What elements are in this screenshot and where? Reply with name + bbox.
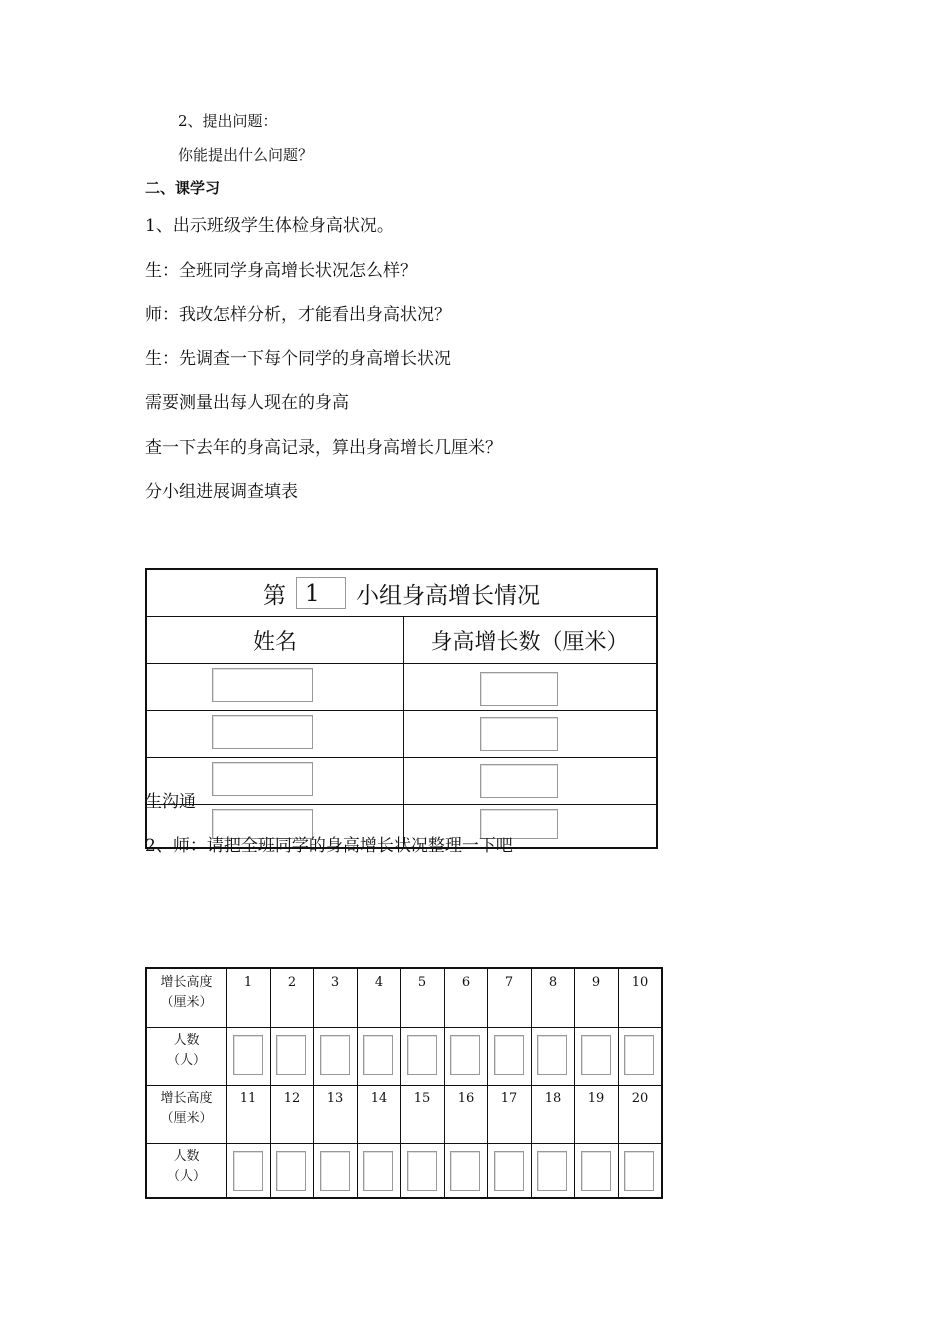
growth-input[interactable] xyxy=(480,717,558,751)
height-value: 9 xyxy=(591,975,601,990)
height-value: 11 xyxy=(239,1091,257,1106)
count-input[interactable] xyxy=(320,1035,350,1075)
count-label-1: 人数 （人） xyxy=(166,1033,206,1068)
count-input[interactable] xyxy=(537,1151,567,1191)
height-value: 7 xyxy=(504,975,514,990)
height-value: 5 xyxy=(417,975,427,990)
growth-input[interactable] xyxy=(480,672,558,706)
height-value: 16 xyxy=(457,1091,475,1106)
height-value: 2 xyxy=(287,975,297,990)
height-value: 12 xyxy=(283,1091,301,1106)
name-input[interactable] xyxy=(212,715,313,749)
height-value: 17 xyxy=(500,1091,518,1106)
height-value: 14 xyxy=(370,1091,388,1106)
height-value: 3 xyxy=(330,975,340,990)
name-input[interactable] xyxy=(212,668,313,702)
count-input[interactable] xyxy=(407,1035,437,1075)
count-input[interactable] xyxy=(363,1151,393,1191)
height-label-2: 增长高度 （厘米） xyxy=(160,1091,213,1126)
height-value: 20 xyxy=(631,1091,649,1106)
count-input[interactable] xyxy=(537,1035,567,1075)
name-input[interactable] xyxy=(212,762,313,796)
count-input[interactable] xyxy=(363,1035,393,1075)
paragraph-1: 1、出示班级学生体检身高状况。 xyxy=(145,216,394,236)
paragraph-7: 分小组进展调查填表 xyxy=(145,482,298,502)
count-input[interactable] xyxy=(407,1151,437,1191)
group-table-title xyxy=(147,570,656,617)
count-input[interactable] xyxy=(494,1035,524,1075)
question-prompt: 你能提出什么问题？ xyxy=(178,146,314,164)
height-value: 13 xyxy=(326,1091,344,1106)
height-value: 18 xyxy=(544,1091,562,1106)
count-input[interactable] xyxy=(450,1151,480,1191)
height-value: 15 xyxy=(413,1091,431,1106)
paragraph-4: 生：先调查一下每个同学的身高增长状况 xyxy=(145,349,451,369)
count-input[interactable] xyxy=(320,1151,350,1191)
table-row xyxy=(147,664,656,711)
count-label-2: 人数 （人） xyxy=(166,1149,206,1184)
paragraph-5: 需要测量出每人现在的身高 xyxy=(145,393,349,413)
height-value: 4 xyxy=(374,975,384,990)
table-row xyxy=(147,758,656,805)
count-input[interactable] xyxy=(581,1151,611,1191)
paragraph-3: 师：我改怎样分析，才能看出身高状况？ xyxy=(145,305,451,325)
paragraph-6: 查一下去年的身高记录，算出身高增长几厘米？ xyxy=(145,438,502,458)
title-prefix: 第 xyxy=(263,582,286,609)
height-label-1: 增长高度 （厘米） xyxy=(160,975,213,1010)
height-value: 19 xyxy=(587,1091,605,1106)
growth-input[interactable] xyxy=(480,764,558,798)
group-number-box[interactable]: 1 xyxy=(296,577,346,609)
height-value: 10 xyxy=(631,975,649,990)
count-input[interactable] xyxy=(494,1151,524,1191)
height-value: 8 xyxy=(548,975,558,990)
question-heading: 2、提出问题： xyxy=(178,112,278,130)
count-input[interactable] xyxy=(581,1035,611,1075)
count-input[interactable] xyxy=(233,1035,263,1075)
group-height-table xyxy=(145,568,658,849)
height-value: 1 xyxy=(243,975,253,990)
count-input[interactable] xyxy=(276,1151,306,1191)
count-input[interactable] xyxy=(624,1151,654,1191)
count-input[interactable] xyxy=(233,1151,263,1191)
paragraph-2: 生：全班同学身高增长状况怎么样？ xyxy=(145,261,417,281)
paragraph-8: 生沟通 xyxy=(145,792,196,812)
count-input[interactable] xyxy=(450,1035,480,1075)
title-suffix: 小组身高增长情况 xyxy=(356,582,540,609)
count-input[interactable] xyxy=(624,1035,654,1075)
growth-statistics-table xyxy=(145,967,663,1199)
col-header-name: 姓名 xyxy=(147,617,403,664)
paragraph-9: 2、师：请把全班同学的身高增长状况整理一下吧 xyxy=(145,836,513,856)
height-value: 6 xyxy=(461,975,471,990)
section-heading: 二、课学习 xyxy=(145,179,221,197)
count-input[interactable] xyxy=(276,1035,306,1075)
col-header-growth: 身高增长数（厘米） xyxy=(403,617,656,664)
table-row xyxy=(147,711,656,758)
